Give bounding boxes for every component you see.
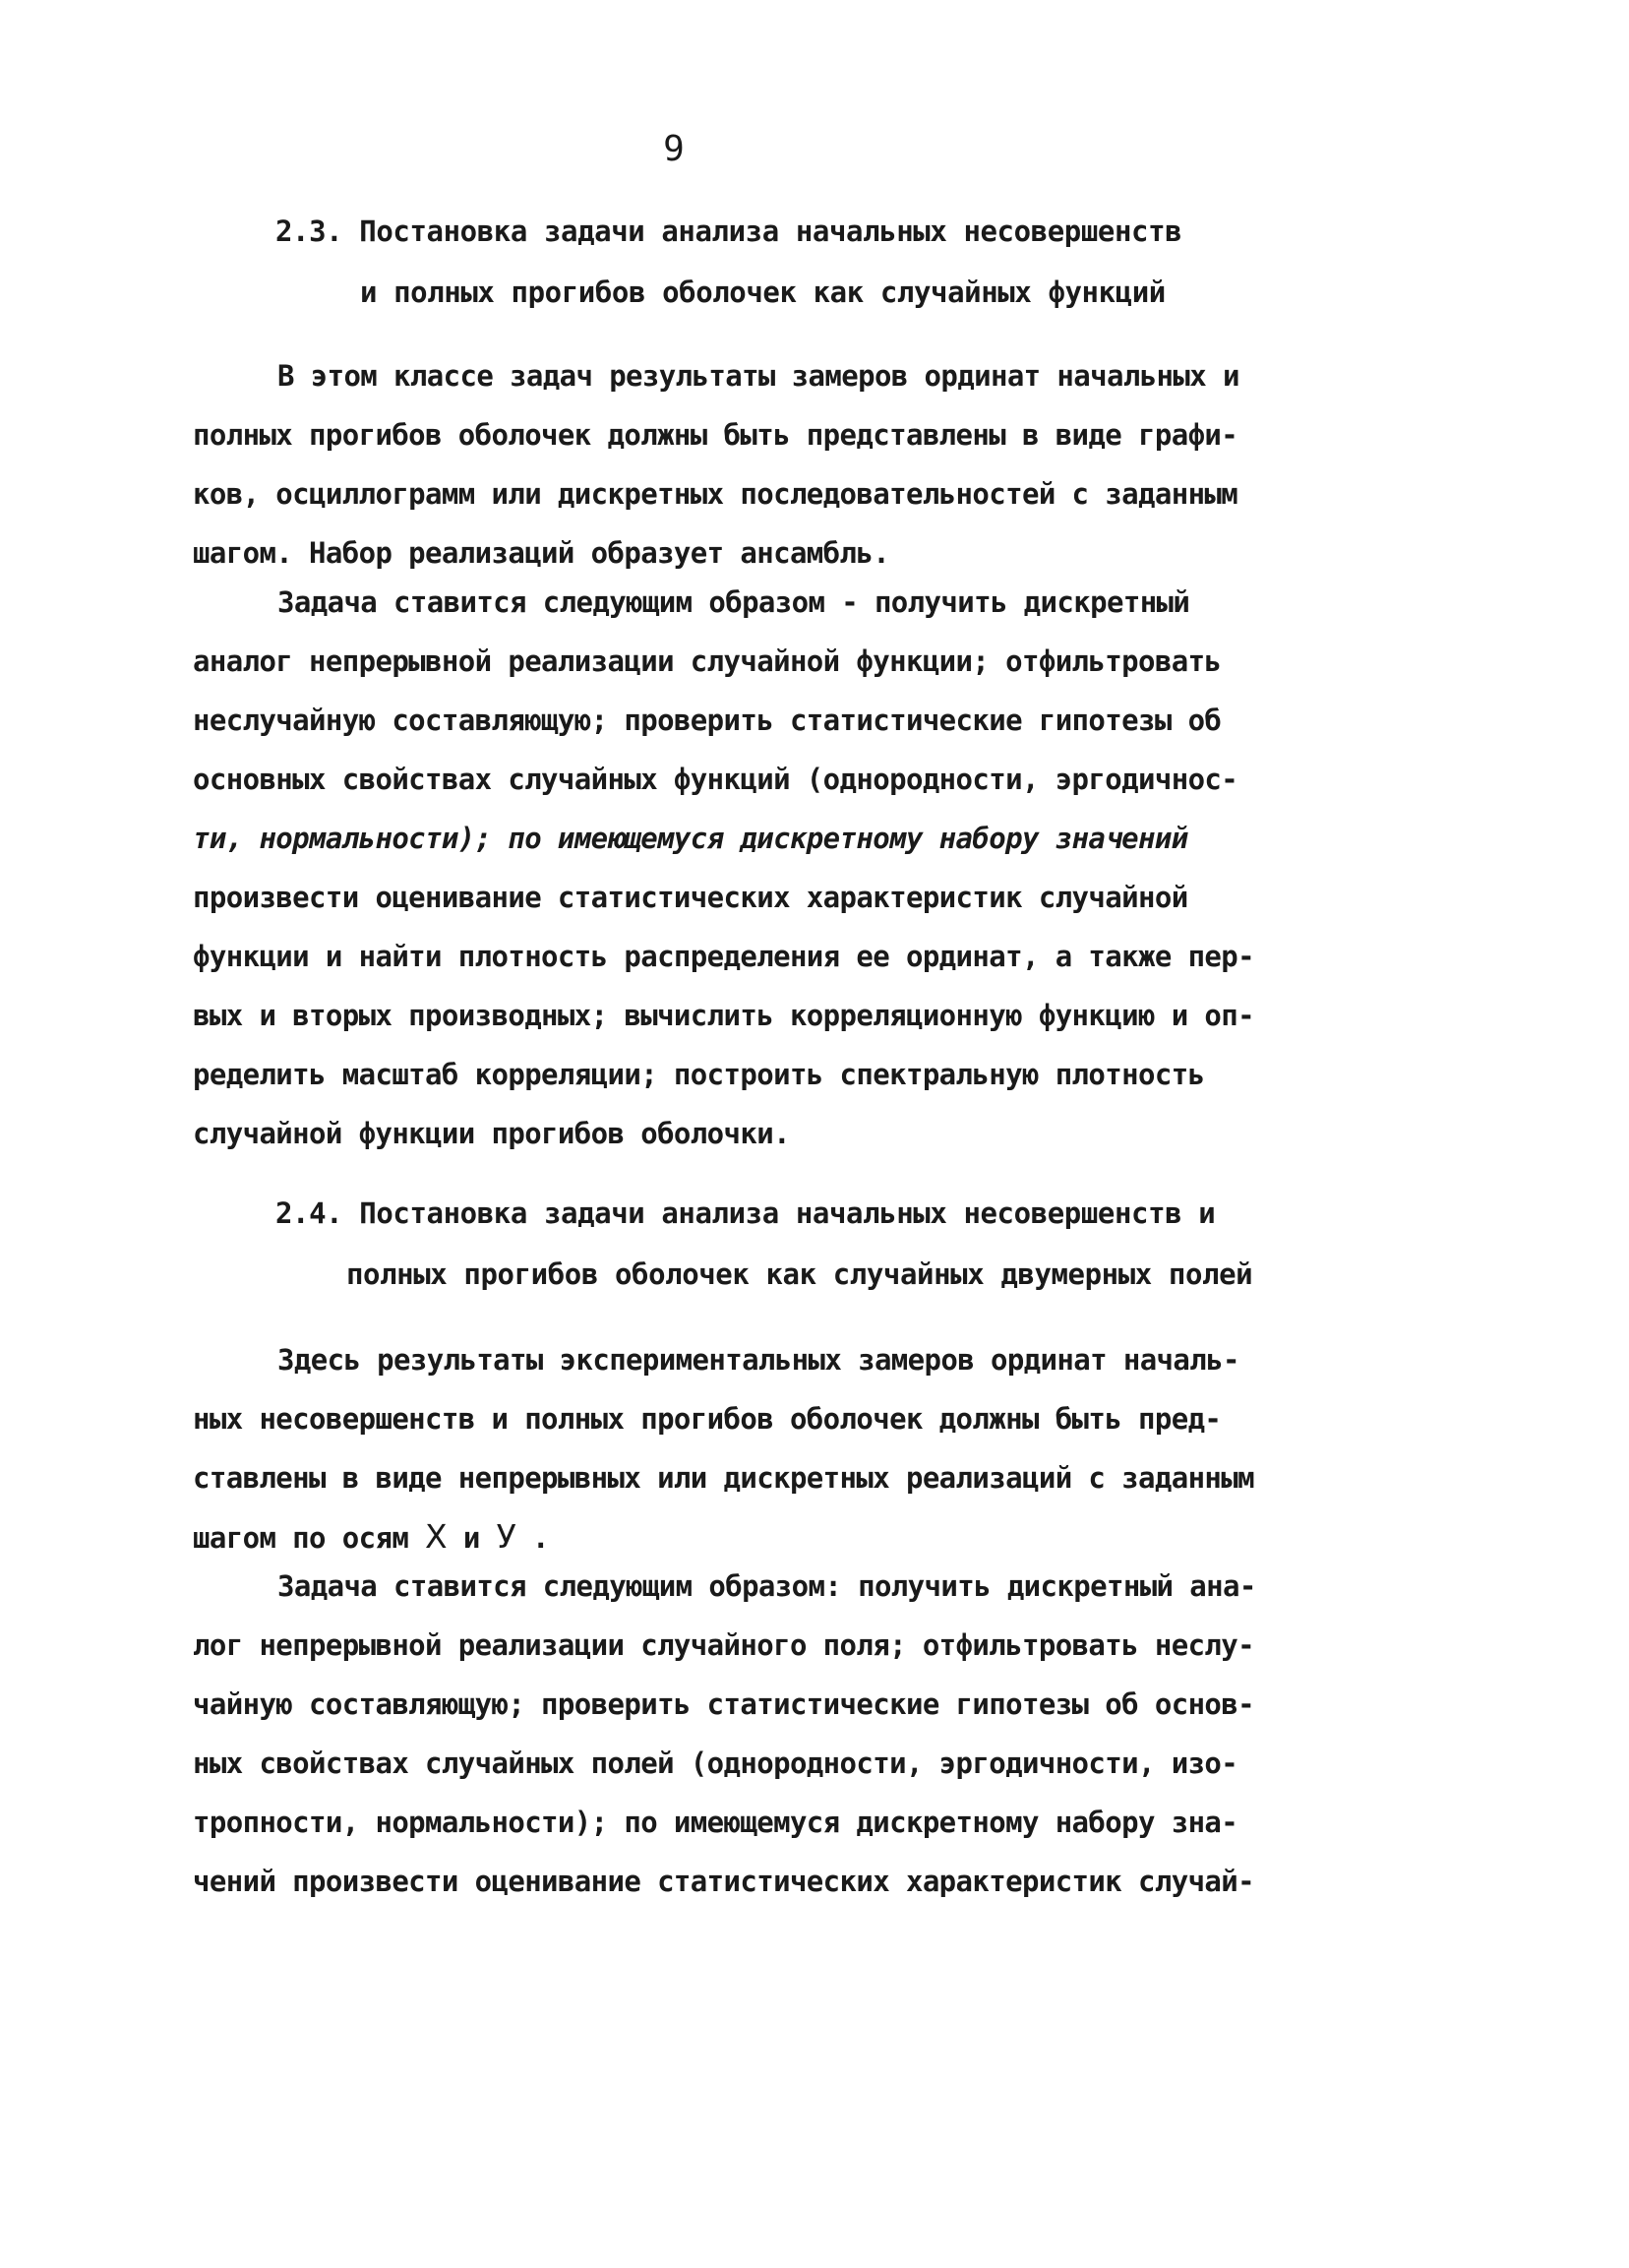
- section-2-4-paragraph-2: [193, 1557, 1324, 1911]
- section-2-4-heading: [275, 1183, 1252, 1305]
- paragraph-line: ределить масштаб корреляции; построить спектральную плотность: [193, 1058, 1205, 1091]
- section-2-3-paragraph-1: [193, 346, 1324, 582]
- paragraph-line: аналог непрерывной реализации случайной функции; отфильтровать: [193, 644, 1222, 678]
- variable-x: X: [425, 1517, 448, 1556]
- paragraph-line: ных несовершенств и полных прогибов оболочек должны быть пред-: [193, 1402, 1222, 1436]
- paragraph-line: В этом классе задач результаты замеров ординат начальных и: [277, 359, 1239, 393]
- paragraph-line: ти, нормальности); по имеющемуся дискретному набору значений: [193, 822, 1188, 855]
- paragraph-line: вых и вторых производных; вычислить корреляционную функцию и оп-: [193, 999, 1255, 1032]
- paragraph-line: лог непрерывной реализации случайного поля; отфильтровать неслу-: [193, 1628, 1255, 1662]
- paragraph-line: Задача ставится следующим образом - получить дискретный: [277, 585, 1190, 619]
- line-conjunction: и: [447, 1521, 497, 1555]
- heading-line: полных прогибов оболочек как случайных двумерных полей: [346, 1257, 1253, 1291]
- paragraph-line: случайной функции прогибов оболочки.: [193, 1117, 790, 1150]
- paragraph-line: ставлены в виде непрерывных или дискретных реализаций с заданным: [193, 1461, 1255, 1495]
- line-suffix: .: [515, 1521, 549, 1555]
- heading-line: 2.4. Постановка задачи анализа начальных несовершенств и: [275, 1196, 1216, 1230]
- heading-line: и полных прогибов оболочек как случайных функций: [360, 276, 1166, 309]
- paragraph-line: полных прогибов оболочек должны быть представлены в виде графи-: [193, 418, 1238, 452]
- paragraph-line: Задача ставится следующим образом: получить дискретный ана-: [277, 1569, 1256, 1603]
- variable-y: У: [496, 1517, 516, 1556]
- paragraph-line: чайную составляющую; проверить статистические гипотезы об основ-: [193, 1687, 1255, 1721]
- section-2-4-paragraph-1: [193, 1330, 1324, 1566]
- paragraph-line: функции и найти плотность распределения ее ординат, а также пер-: [193, 940, 1255, 973]
- paragraph-line: произвести оценивание статистических характеристик случайной: [193, 881, 1188, 914]
- paragraph-line: шагом. Набор реализаций образует ансамбль.: [193, 536, 890, 570]
- heading-line: 2.3. Постановка задачи анализа начальных несовершенств: [275, 215, 1182, 248]
- paragraph-line: тропности, нормальности); по имеющемуся дискретному набору зна-: [193, 1806, 1238, 1839]
- paragraph-line: ков, осциллограмм или дискретных последовательностей с заданным: [193, 477, 1238, 511]
- section-2-3-paragraph-2: [193, 573, 1324, 1163]
- paragraph-line: неслучайную составляющую; проверить статистические гипотезы об: [193, 704, 1222, 737]
- paragraph-line: чений произвести оценивание статистических характеристик случай-: [193, 1865, 1255, 1898]
- paragraph-line: Здесь результаты экспериментальных замеров ординат началь-: [277, 1343, 1239, 1377]
- section-2-3-heading: [275, 201, 1181, 323]
- line-prefix: шагом по осям: [193, 1521, 426, 1555]
- paragraph-line: ных свойствах случайных полей (однородности, эргодичности, изо-: [193, 1747, 1238, 1780]
- page-number: 9: [663, 129, 685, 169]
- paragraph-line: основных свойствах случайных функций (однородности, эргодичнос-: [193, 763, 1238, 796]
